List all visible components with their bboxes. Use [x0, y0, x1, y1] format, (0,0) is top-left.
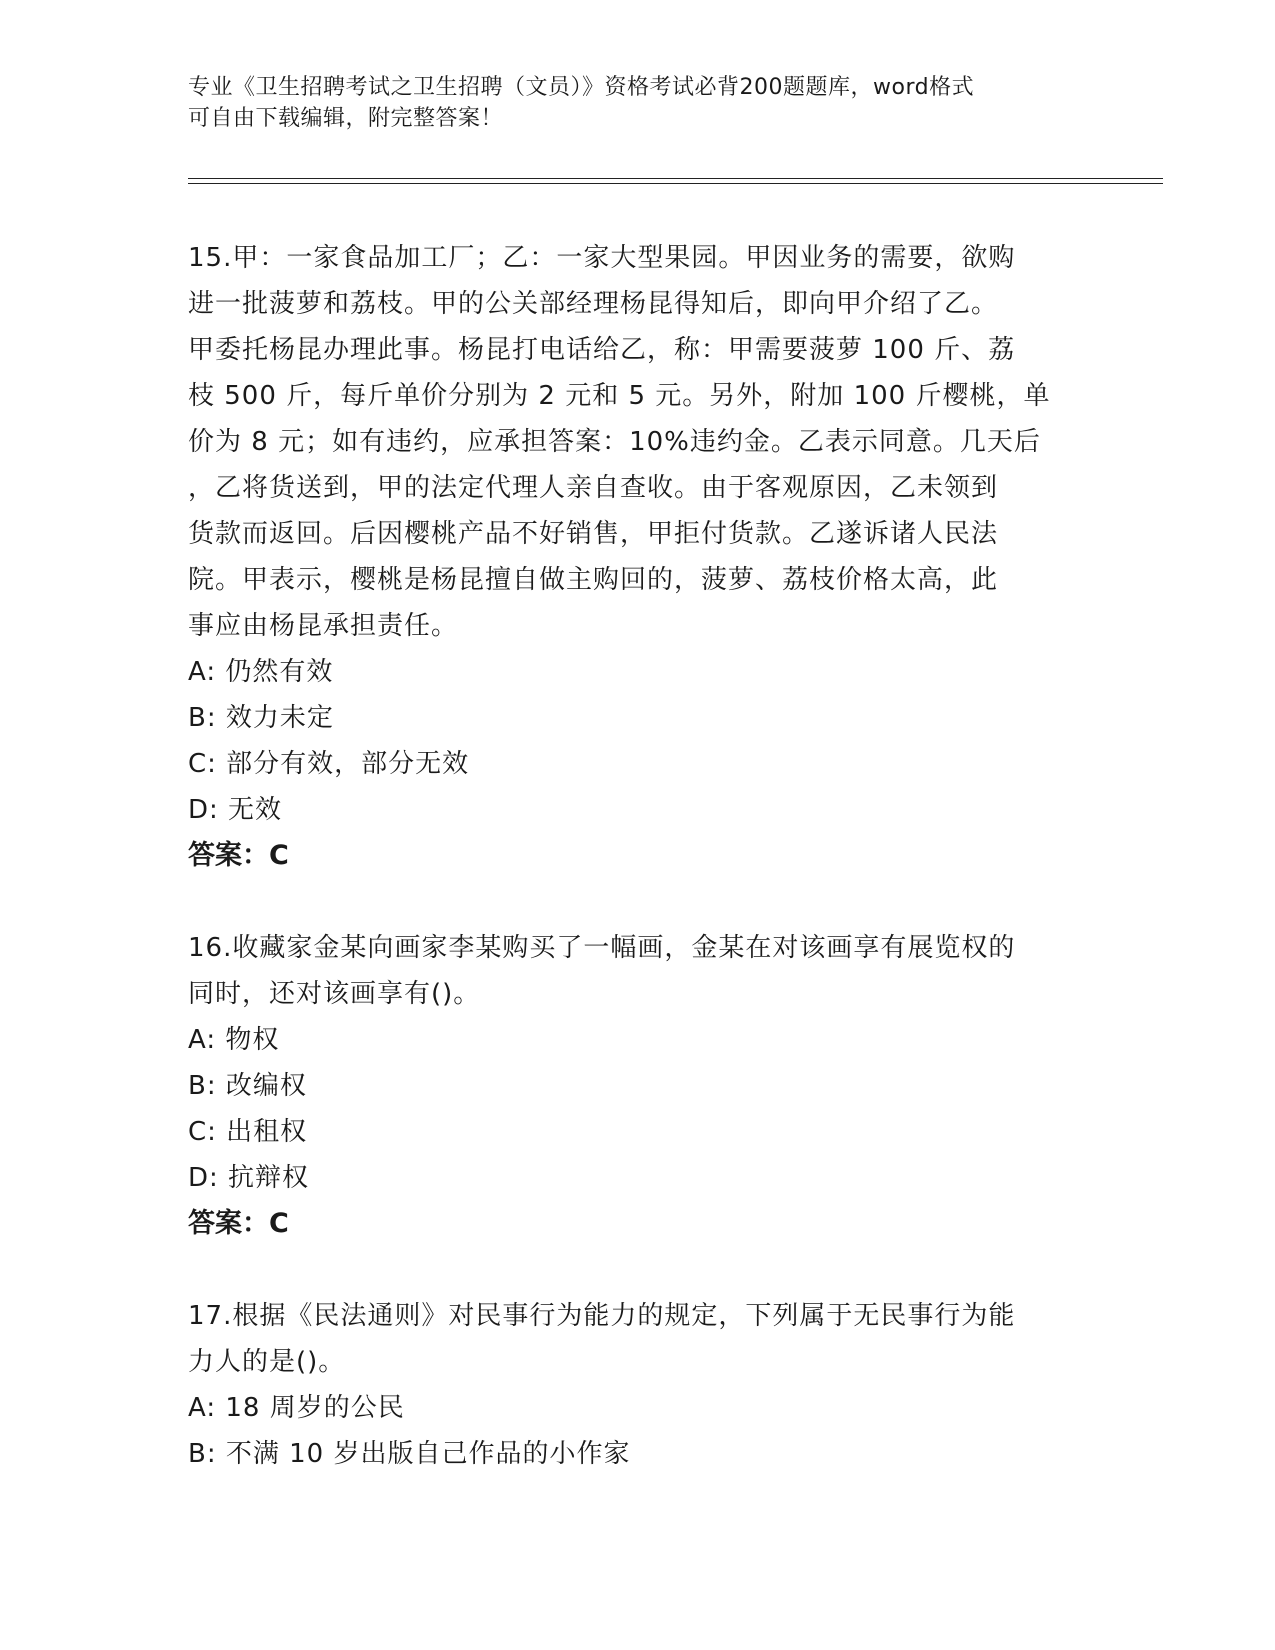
answer: 答案：C	[188, 840, 289, 871]
question-text-line: 枝 500 斤，每斤单价分别为 2 元和 5 元。另外，附加 100 斤樱桃，单	[188, 381, 1051, 411]
spacer	[188, 1247, 1088, 1293]
question-text-line: 进一批菠萝和荔枝。甲的公关部经理杨昆得知后，即向甲介绍了乙。	[188, 289, 999, 319]
option-a: A: 仍然有效	[188, 657, 334, 687]
question-text-line: 院。甲表示，樱桃是杨昆擅自做主购回的，菠萝、荔枝价格太高，此	[188, 565, 999, 595]
question-text-line: ，乙将货送到，甲的法定代理人亲自查收。由于客观原因，乙未领到	[188, 473, 999, 503]
question-text-line: 甲委托杨昆办理此事。杨昆打电话给乙，称：甲需要菠萝 100 斤、荔	[188, 335, 1016, 365]
question-text-line: 事应由杨昆承担责任。	[188, 611, 459, 641]
header-divider-top	[188, 178, 1163, 179]
question-17	[188, 1293, 1088, 1477]
option-c: C: 出租权	[188, 1117, 308, 1147]
header-line-1: 专业《卫生招聘考试之卫生招聘（文员）》资格考试必背200题题库，word格式	[188, 75, 975, 100]
question-text-line: 货款而返回。后因樱桃产品不好销售，甲拒付货款。乙遂诉诸人民法	[188, 519, 999, 549]
header-divider-bottom	[188, 183, 1163, 184]
document-header	[188, 72, 1088, 134]
question-text-line: 力人的是()。	[188, 1347, 346, 1377]
option-b: B: 改编权	[188, 1071, 307, 1101]
question-text-line: 17.根据《民法通则》对民事行为能力的规定，下列属于无民事行为能	[188, 1301, 1016, 1331]
header-line-2: 可自由下载编辑，附完整答案！	[188, 106, 504, 131]
option-b: B: 不满 10 岁出版自己作品的小作家	[188, 1439, 631, 1469]
option-b: B: 效力未定	[188, 703, 334, 733]
option-a: A: 18 周岁的公民	[188, 1393, 405, 1423]
question-list	[188, 235, 1088, 1477]
option-c: C: 部分有效，部分无效	[188, 749, 470, 779]
option-a: A: 物权	[188, 1025, 280, 1055]
answer: 答案：C	[188, 1208, 289, 1239]
question-15	[188, 235, 1088, 879]
question-text-line: 同时，还对该画享有()。	[188, 979, 481, 1009]
question-text-line: 15.甲：一家食品加工厂；乙：一家大型果园。甲因业务的需要，欲购	[188, 243, 1016, 273]
option-d: D: 无效	[188, 795, 283, 825]
question-text-line: 价为 8 元；如有违约，应承担答案：10%违约金。乙表示同意。几天后	[188, 427, 1041, 457]
option-d: D: 抗辩权	[188, 1163, 310, 1193]
question-text-line: 16.收藏家金某向画家李某购买了一幅画，金某在对该画享有展览权的	[188, 933, 1016, 963]
question-16	[188, 925, 1088, 1247]
spacer	[188, 879, 1088, 925]
